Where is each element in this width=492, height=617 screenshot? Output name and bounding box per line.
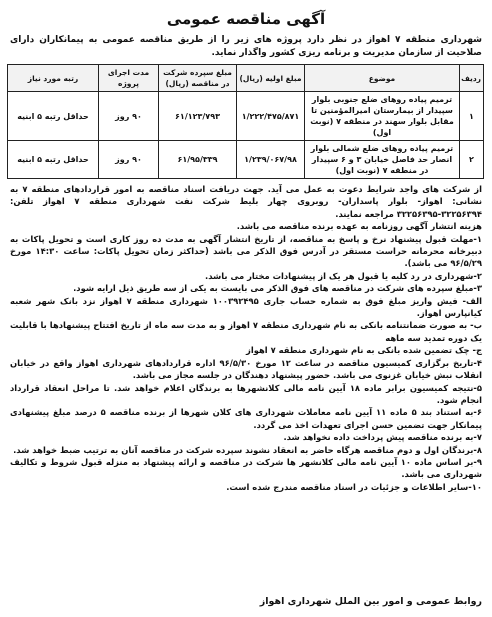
paragraph: ۳-مبلغ سپرده های شرکت در مناقصه های فوق الذکر می بایست به یکی از سه طریق ذیل ارایه شود. bbox=[73, 283, 482, 294]
paragraph: هزینه انتشار آگهی روزنامه به عهده برنده مناقصه می باشد. bbox=[236, 221, 482, 232]
paragraph: ۷-به برنده مناقصه پیش پرداخت داده نخواهد شد. bbox=[283, 432, 482, 443]
cell-grade: حداقل رتبه ۵ ابنیه bbox=[8, 141, 99, 179]
notice-intro: شهرداری منطقه ۷ اهواز در نظر دارد پروژه های زیر را از طریق مناقصه عمومی به پیمانکاران دارای صلاحیت از سازمان مدیریت و برنامه ریزی کشور واگذار نماید. bbox=[10, 35, 482, 58]
paragraph: ۱۰-سایر اطلاعات و جزئیات در اسناد مناقصه مندرج شده است. bbox=[226, 481, 482, 492]
col-header-duration: مدت اجرای پروژه bbox=[99, 65, 159, 92]
col-header-subject: موضوع bbox=[305, 65, 460, 92]
paragraph: ج- چک تضمین شده بانکی به نام شهرداری منطقه ۷ اهواز bbox=[246, 345, 482, 356]
notice-title: آگهی مناقصه عمومی bbox=[166, 10, 326, 28]
cell-row-number: ۱ bbox=[460, 92, 484, 141]
paragraph: ۹-بر اساس ماده ۱۰ آیین نامه مالی کلانشهر ها شرکت در مناقصه و ارائه پیشنهاد به منزله قبول شروط و تکالیف شهرداری می باشد. bbox=[10, 456, 482, 480]
paragraph: ۴-تاریخ برگزاری کمیسیون مناقصه در ساعت ۱۲ مورخ ۹۶/۵/۳۰ اداره قراردادهای شهرداری اهواز واقع در خیابان انقلاب نبش خیابان غزنوی می باشد. حضور پیشنهاد دهندگان در جلسه مجاز می باشد. bbox=[10, 357, 482, 381]
col-header-grade: رتبه مورد نیاز bbox=[8, 65, 99, 92]
cell-duration: ۹۰ روز bbox=[99, 92, 159, 141]
paragraph: ب- به صورت ضمانتنامه بانکی به نام شهرداری منطقه ۷ اهواز و به مدت سه ماه از تاریخ افتتاح پیشنهادها با قابلیت یک دوره تمدید سه ماهه bbox=[10, 320, 482, 343]
col-header-deposit: مبلغ سپرده شرکت در مناقصه (ریال) bbox=[159, 65, 237, 92]
col-header-initial-amount: مبلغ اولیه (ریال) bbox=[237, 65, 305, 92]
notice-body bbox=[10, 183, 482, 493]
cell-grade: حداقل رتبه ۵ ابنیه bbox=[8, 92, 99, 141]
cell-duration: ۹۰ روز bbox=[99, 141, 159, 179]
cell-initial-amount: ۱/۲۲۲/۴۷۵/۸۷۱ bbox=[237, 92, 305, 141]
table-header-row bbox=[8, 65, 484, 92]
cell-initial-amount: ۱/۲۳۹/۰۶۷/۹۸ bbox=[237, 141, 305, 179]
table-row bbox=[8, 141, 484, 179]
tender-table bbox=[7, 64, 484, 179]
cell-row-number: ۲ bbox=[460, 141, 484, 179]
cell-subject: ترمیم پیاده روهای ضلع جنوبی بلوار سپیدار از بیمارستان امیرالمؤمنین تا مقابل بلوار سهند در منطقه ۷ (نوبت اول) bbox=[305, 92, 460, 141]
notice-footer: روابط عمومی و امور بین الملل شهرداری اهواز bbox=[259, 596, 482, 607]
table-row bbox=[8, 92, 484, 141]
cell-deposit: ۶۱/۹۵/۳۳۹ bbox=[159, 141, 237, 179]
cell-subject: ترمیم پیاده روهای ضلع شمالی بلوار انصار حد فاصل خیابان ۳ و ۶ سپیدار در منطقه ۷ (نوبت اول) bbox=[305, 141, 460, 179]
paragraph: الف- فیش واریز مبلغ فوق به شماره حساب جاری ۱۰۰۳۹۲۴۹۵ شهرداری منطقه ۷ اهواز نزد بانک شهر شعبه کیانپارس اهواز. bbox=[10, 295, 483, 319]
paragraph: ۶-به استناد بند ۵ ماده ۱۱ آیین نامه معاملات شهرداری های کلان شهرها از برنده مناقصه ۵ درصد مبلغ پیشنهادی پیمانکار جهت تضمین حسن اجرای تعهدات اخذ می گردد. bbox=[10, 407, 482, 430]
paragraph: از شرکت های واجد شرایط دعوت به عمل می آید. جهت دریافت اسناد مناقصه به امور قراردادهای منطقه ۷ به نشانی: اهواز- بلوار پاسداران- روبروی چهار بلیط شرکت نفت شهرداری منطقه ۷ اهواز تلفن: ۳۲۲۵۶۳۹۴-۳۲۲۵۶۳۹۵ مراجعه نمایند. bbox=[10, 184, 482, 219]
paragraph: ۸-برندگان اول و دوم مناقصه هرگاه حاضر به انعقاد نشوند سپرده شرکت در مناقصه آنان به ترتیب ضبط خواهد شد. bbox=[13, 444, 482, 455]
col-header-row-number: ردیف bbox=[460, 65, 484, 92]
cell-deposit: ۶۱/۱۲۳/۷۹۳ bbox=[159, 92, 237, 141]
paragraph: ۲-شهرداری در رد کلیه یا قبول هر یک از پیشنهادات مختار می باشد. bbox=[205, 270, 482, 281]
paragraph: ۵-نتیجه کمیسیون برابر ماده ۱۸ آیین نامه مالی کلانشهرها به برندگان اعلام خواهد شد. تا مراحل انعقاد قرارداد انجام شود. bbox=[10, 382, 482, 405]
paragraph: ۱-مهلت قبول پیشنهاد نرخ و پاسخ به مناقصه، از تاریخ انتشار آگهی به مدت ده روز کاری است و تحویل پاکات به دبیرخانه محرمانه حراست مستقر در آدرس فوق الذکر می باشد (حداکثر زمان تحویل پاکات: ساعت ۱۴:۳۰ مورخ ۹۶/۵/۲۹ می باشد). bbox=[10, 233, 482, 269]
